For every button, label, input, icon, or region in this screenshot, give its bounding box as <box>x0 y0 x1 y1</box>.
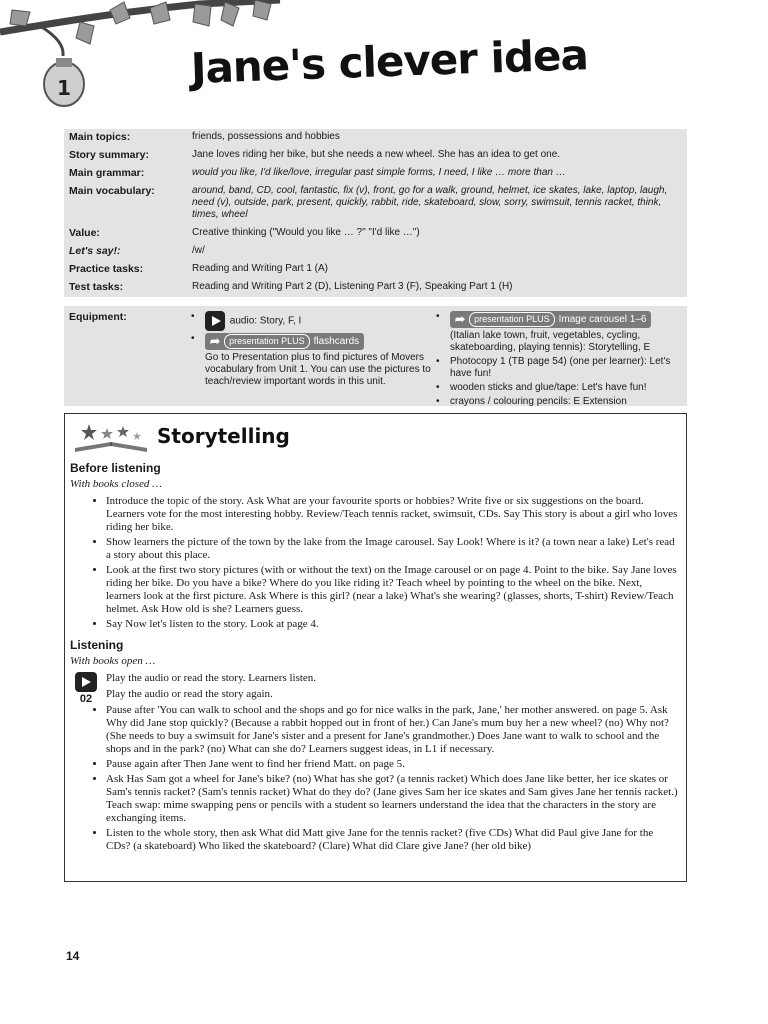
before-listening-list <box>70 495 678 631</box>
info-value: friends, possessions and hobbies <box>192 131 340 142</box>
list-item: • Pause after 'You can walk to school and the shops and go for nice walks in the park, Jane,' her mother answered. on page 5. Ask Why did Jane stop quickly? (Because a rabbit hopped out in front of her.) Can Jane's mum buy her a new wheel? (no) Why not? (She needs to buy a swimsuit for Jane's sister and a present for Jane's grandmother.) Does Jane want to walk to school and the shops and in the park? (no) What can she do? Learners suggest ideas, in L1 if necessary. <box>106 704 678 756</box>
info-value: Jane loves riding her bike, but she needs a new wheel. She has an idea to get one. <box>192 149 561 160</box>
presentation-plus-flashcards-button[interactable] <box>205 333 364 350</box>
before-listening-heading: Before listening <box>70 461 161 475</box>
info-label: Value: <box>69 227 100 239</box>
storytelling-section <box>64 413 687 882</box>
listening-list <box>70 704 678 853</box>
info-value: Reading and Writing Part 2 (D), Listening Part 3 (F), Speaking Part 1 (H) <box>192 281 513 292</box>
presentation-plus-logo: presentation PLUS <box>469 312 555 327</box>
audio-track[interactable] <box>74 672 98 706</box>
storytelling-body <box>70 462 678 861</box>
list-item: • Show learners the picture of the town by the lake from the Image carousel. Say Look! Where is it? (a town near a lake) Let's read a story about this place. <box>106 536 678 562</box>
carousel-note: (Italian lake town, fruit, vegetables, cycling, skateboarding, playing tennis): Storytelling, E <box>450 330 651 353</box>
info-label: Test tasks: <box>69 281 124 293</box>
flashcards-label: flashcards <box>313 336 360 347</box>
info-row <box>64 183 687 225</box>
listen-instruction: Play the audio or read the story. Learners listen. <box>106 672 317 684</box>
listen-instruction: Play the audio or read the story again. <box>106 688 273 700</box>
listening-heading: Listening <box>70 638 124 652</box>
list-item: • Ask Has Sam got a wheel for Jane's bike? (no) What has she got? (a tennis racket) Which does Jane like better, her ice skates or Sam's tennis racket? (Sam's tennis racket) What do they do? (Jane gives Sam her ice skates and Sam gives Jane her tennis racket.) Teach swap: mime swapping pens or pencils with a student so learners understand the idea that the characters in the story are exchanging items. <box>106 773 678 825</box>
info-row <box>64 261 687 279</box>
list-item: • Pause again after Then Jane went to find her friend Matt. on page 5. <box>106 758 678 771</box>
page-title: Jane's clever idea <box>190 30 589 93</box>
info-label: Practice tasks: <box>69 263 144 275</box>
info-label: Story summary: <box>69 149 149 161</box>
listening-note: With books open … <box>70 655 156 667</box>
share-arrow-icon: • ➦ <box>210 334 221 348</box>
equipment-item-flashcards <box>191 333 431 388</box>
share-arrow-icon: • ➦ <box>455 312 466 326</box>
info-label: Main vocabulary: <box>69 185 155 197</box>
equipment-label: Equipment: <box>69 311 127 323</box>
list-item: • Listen to the whole story, then ask What did Matt give Jane for the tennis racket? (five CDs) What did Paul give Jane for the CDs? (a skateboard) Who liked the skateboard? (Clare) What did Clare give Jane? (her old bike) <box>106 827 678 853</box>
info-row <box>64 279 687 297</box>
section-title: Storytelling <box>157 424 290 448</box>
track-number: 02 <box>79 693 93 705</box>
info-value: would you like, I'd like/love, irregular past simple forms, I need, I like … more than … <box>192 167 566 178</box>
equipment-column-left <box>191 311 431 390</box>
list-item: • Look at the first two story pictures (with or without the text) on the Image carousel or on page 4. Point to the bike. Say Jane loves riding her bike. Do you have a bike? Where do you like riding it? Teach wheel by pointing to the wheel on the bike. Next, learners look at the first picture. Ask Where is this girl? (near a lake) What's she wearing? (glasses, shorts, T-shirt) Review/Teach helmet. Ask How old is she? Learners guess. <box>106 564 678 616</box>
presentation-plus-logo: presentation PLUS <box>224 334 310 349</box>
equipment-panel <box>64 306 687 406</box>
listening-content <box>70 672 678 705</box>
list-item: • Say Now let's listen to the story. Look at page 4. <box>106 618 678 631</box>
info-label: Main topics: <box>69 131 131 143</box>
audio-label: audio: Story, F, I <box>229 315 302 327</box>
info-label: Main grammar: <box>69 167 145 179</box>
equipment-item-audio <box>191 311 431 331</box>
info-value: /w/ <box>192 245 205 256</box>
unit-info-table <box>64 129 687 297</box>
before-listening-note: With books closed … <box>70 478 162 490</box>
equipment-item-carousel <box>436 311 676 354</box>
info-value: Creative thinking ("Would you like … ?" "I'd like …") <box>192 227 420 238</box>
info-row <box>64 129 687 147</box>
info-row <box>64 225 687 243</box>
equipment-column-right <box>436 311 676 410</box>
info-label: Let's say!: <box>69 245 121 257</box>
equipment-item-crayons: • crayons / colouring pencils: E Extension <box>436 396 676 408</box>
play-audio-icon[interactable] <box>75 672 97 692</box>
equipment-item-photocopy: • Photocopy 1 (TB page 54) (one per learner): Let's have fun! <box>436 356 676 380</box>
info-value: Reading and Writing Part 1 (A) <box>192 263 328 274</box>
list-item: • Introduce the topic of the story. Ask What are your favourite sports or hobbies? Write five or six suggestions on the board. Learners vote for the most interesting hobby. Review/Teach tennis racket, swimsuit, CDs. Say This story is about a girl who loves riding her bike. <box>106 495 678 534</box>
carousel-label: Image carousel 1–6 <box>558 314 647 325</box>
equipment-item-sticks: • wooden sticks and glue/tape: Let's have fun! <box>436 382 676 394</box>
presentation-plus-carousel-button[interactable] <box>450 311 651 328</box>
flashcards-note: Go to Presentation plus to find pictures of Movers vocabulary from Unit 1. You can use the pictures to teach/review important words in this unit. <box>205 352 431 387</box>
play-audio-icon[interactable] <box>205 311 225 331</box>
page-number: 14 <box>66 949 80 963</box>
info-value: around, band, CD, cool, fantastic, fix (v), front, go for a walk, ground, helmet, ice skates, lake, laptop, laugh, need (v), outside, park, present, quickly, rabbit, ride, skateboard, slow, sorry, swimsuit, tennis racket, think, times, wheel <box>192 185 668 220</box>
info-row <box>64 243 687 261</box>
info-row <box>64 147 687 165</box>
unit-number: 1 <box>57 76 71 100</box>
stars-book-icon <box>71 420 151 454</box>
info-row <box>64 165 687 183</box>
